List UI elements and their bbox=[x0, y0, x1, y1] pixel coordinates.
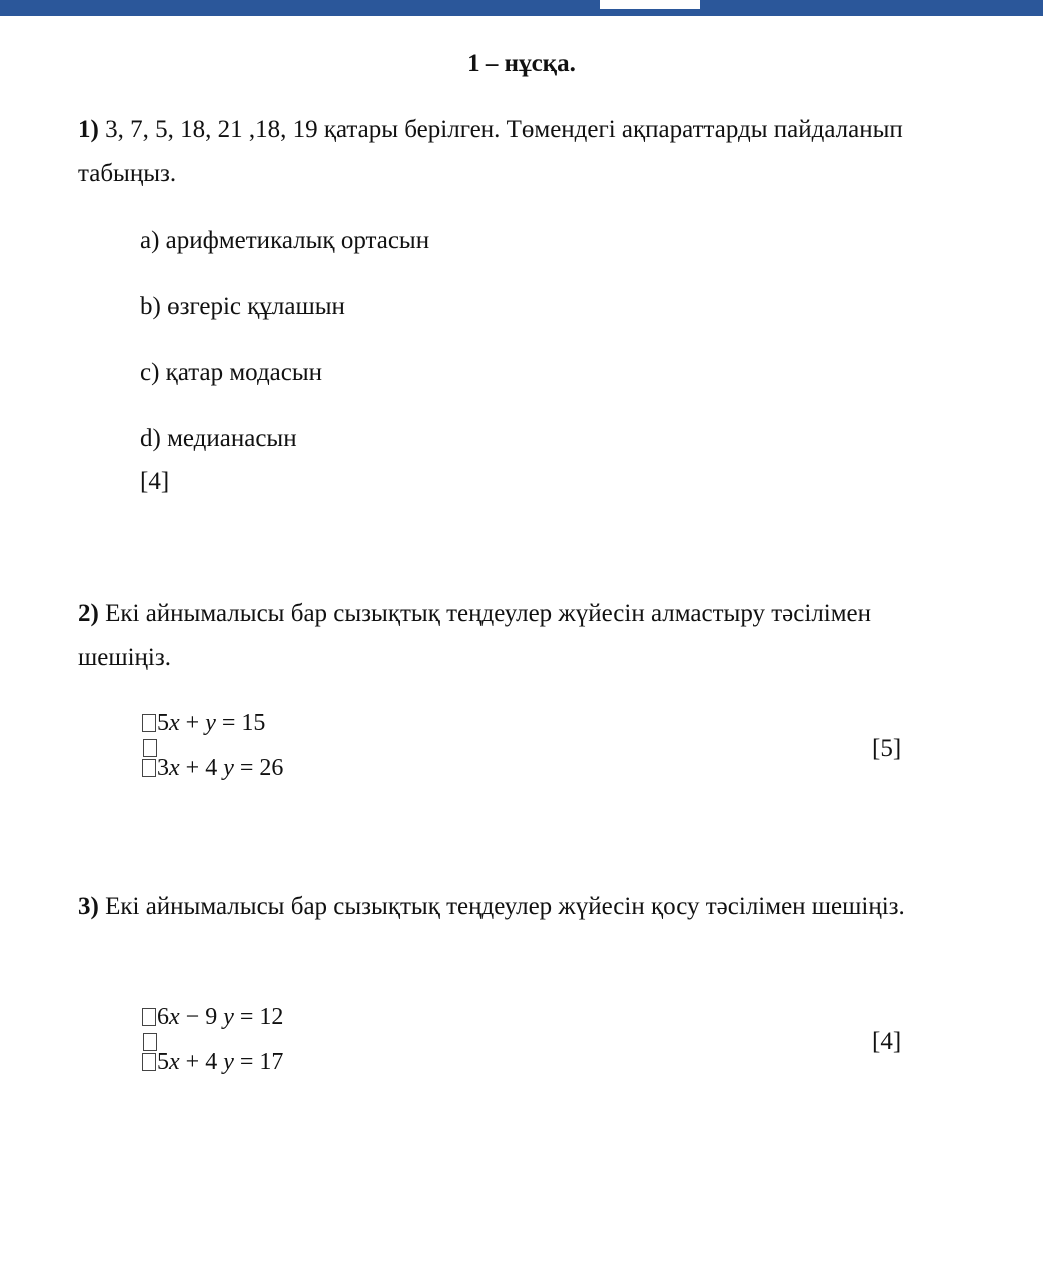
question-3-equation-1: 6x − 9 y = 12 bbox=[142, 1002, 283, 1032]
ribbon-bar bbox=[0, 0, 1043, 16]
brace-top-glyph bbox=[142, 714, 156, 732]
question-2-text: Екі айнымалысы бар сызықтық теңдеулер жүйесін алмастыру тәсілімен шешіңіз. bbox=[78, 600, 872, 671]
question-3-equation-2: 5x + 4 y = 17 bbox=[142, 1047, 283, 1077]
question-1-mark: [4] bbox=[140, 468, 170, 495]
question-1 bbox=[78, 108, 958, 196]
question-2-number: 2) bbox=[78, 600, 99, 627]
question-3 bbox=[78, 885, 958, 929]
question-3-mark: [4] bbox=[872, 1028, 902, 1055]
question-1-item-d: d) медианасын bbox=[140, 425, 297, 452]
question-1-item-c: c) қатар модасын bbox=[140, 359, 323, 386]
question-1-text: 3, 7, 5, 18, 21 ,18, 19 қатары берілген. Төмендегі ақпараттарды пайдаланып табыңыз. bbox=[78, 116, 903, 187]
ribbon-tab[interactable] bbox=[600, 0, 700, 9]
brace-top-glyph bbox=[142, 1008, 156, 1026]
question-2-equation-1: 5x + y = 15 bbox=[142, 708, 265, 738]
question-1-item-a: a) арифметикалық ортасын bbox=[140, 227, 430, 254]
question-2-equation-2: 3x + 4 y = 26 bbox=[142, 753, 283, 783]
brace-bottom-glyph bbox=[142, 759, 156, 777]
question-2 bbox=[78, 592, 958, 680]
question-3-number: 3) bbox=[78, 893, 99, 920]
page-title: 1 – нұсқа. bbox=[467, 50, 576, 77]
brace-bottom-glyph bbox=[142, 1053, 156, 1071]
question-3-text: Екі айнымалысы бар сызықтық теңдеулер жүйесін қосу тәсілімен шешіңіз. bbox=[98, 893, 905, 920]
question-1-number: 1) bbox=[78, 116, 99, 143]
question-1-item-b: b) өзгеріс құлашын bbox=[140, 293, 345, 320]
question-2-mark: [5] bbox=[872, 735, 902, 762]
